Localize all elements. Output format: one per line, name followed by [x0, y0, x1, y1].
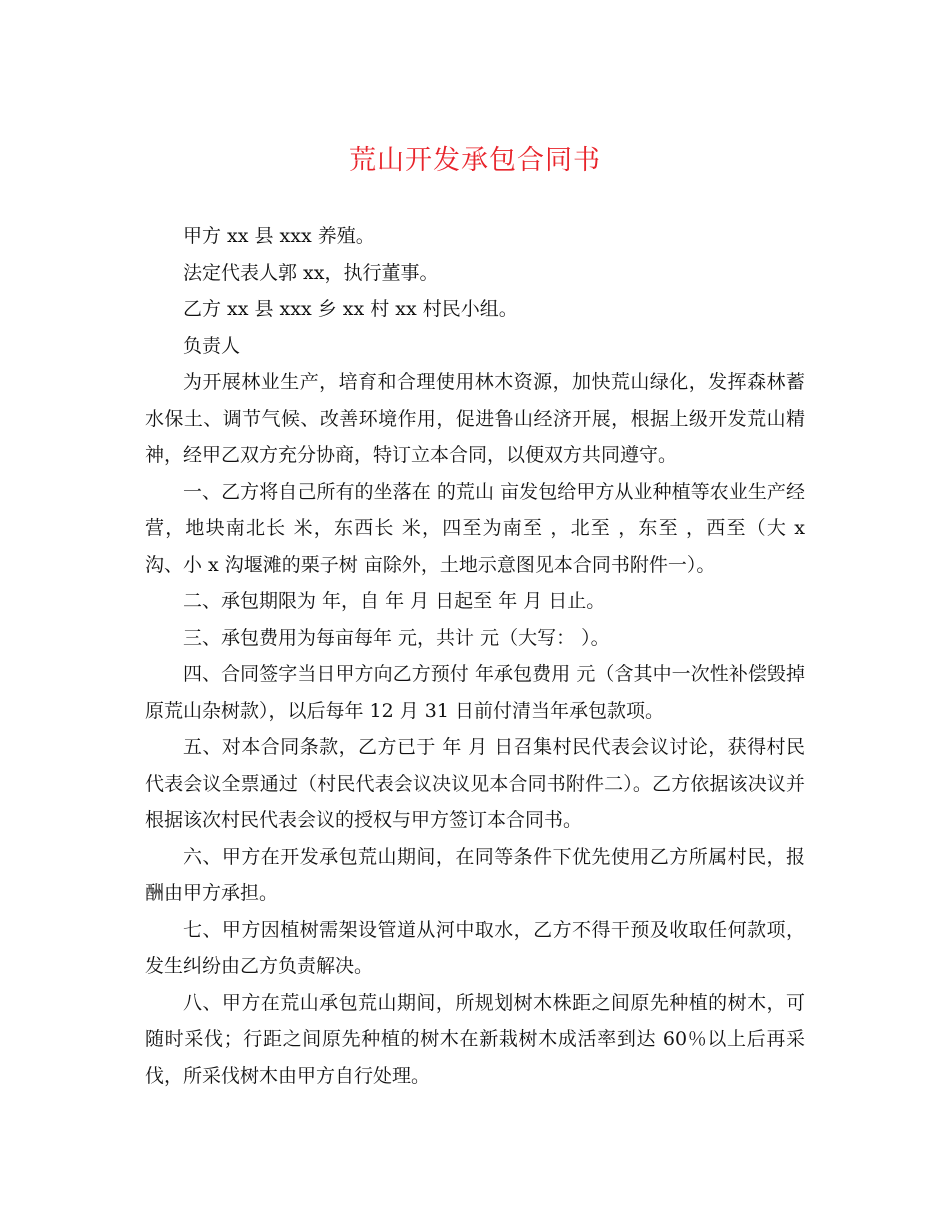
clause-5: 五、对本合同条款，乙方已于 年 月 日召集村民代表会议讨论，获得村民代表会议全票通过（村民代表会议决议见本合同书附件二）。乙方依据该决议并根据该次村民代表会议的授权与甲方签订本合同书。: [145, 736, 805, 831]
document-title: 荒山开发承包合同书: [349, 145, 601, 176]
preamble-paragraph: 为开展林业生产，培育和合理使用林木资源，加快荒山绿化，发挥森林蓄水保土、调节气候、改善环境作用，促进鲁山经济开展，根据上级开发荒山精神，经甲乙双方充分协商，特订立本合同，以便双方共同遵守。: [145, 371, 805, 466]
clause-3: 三、承包费用为每亩每年 元，共计 元（大写： ）。: [183, 626, 610, 649]
party-a-line: 甲方 xx 县 xxx 养殖。: [183, 225, 375, 247]
party-b-line: 乙方 xx 县 xxx 乡 xx 村 xx 村民小组。: [183, 298, 518, 320]
clause-8: 八、甲方在荒山承包荒山期间，所规划树木株距之间原先种植的树木，可随时采伐；行距之间原先种植的树木在新栽树木成活率到达 60％以上后再采伐，所采伐树木由甲方自行处理。: [145, 991, 805, 1087]
responsible-person-line: 负责人: [183, 334, 241, 357]
legal-representative-line: 法定代表人郭 xx，执行董事。: [183, 261, 439, 284]
clause-4: 四、合同签字当日甲方向乙方预付 年承包费用 元（含其中一次性补偿毁掉原荒山杂树款），以后每年 12 月 31 日前付清当年承包款项。: [145, 663, 805, 722]
clause-2: 二、承包期限为 年，自 年 月 日起至 年 月 日止。: [183, 590, 606, 612]
clause-1: 一、乙方将自己所有的坐落在 的荒山 亩发包给甲方从业种植等农业生产经营，地块南北长 米，东西长 米，四至为南至 ，北至 ，东至 ，西至（大 x 沟、小 x 沟堰滩的栗子树 亩除外，土地示意图见本合同书附件一）。: [145, 480, 805, 576]
clause-7: 七、甲方因植树需架设管道从河中取水，乙方不得干预及收取任何款项，发生纠纷由乙方负责解决。: [145, 918, 805, 977]
document-body: [145, 218, 805, 1094]
clause-6: 六、甲方在开发承包荒山期间，在同等条件下优先使用乙方所属村民，报酬由甲方承担。: [145, 845, 805, 904]
